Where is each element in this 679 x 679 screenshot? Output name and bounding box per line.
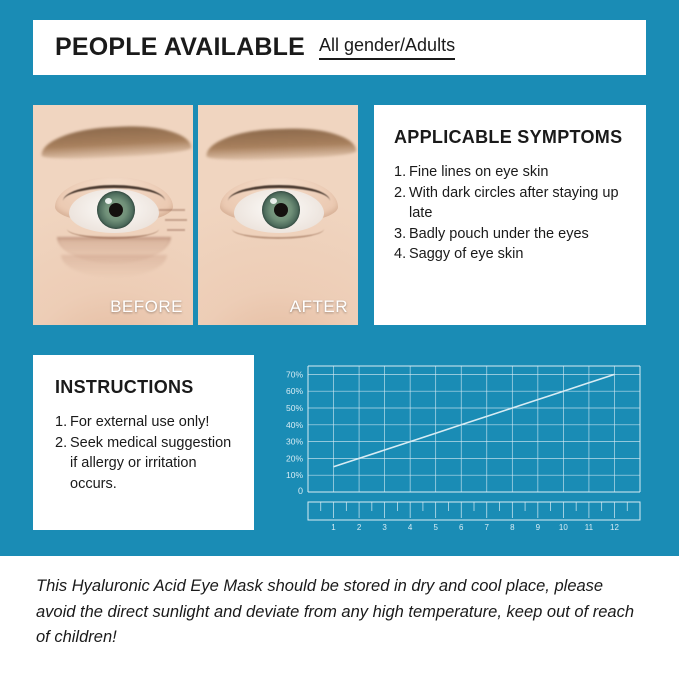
list-item bbox=[55, 433, 240, 495]
list-item-text: Fine lines on eye skin bbox=[409, 164, 549, 180]
symptoms-list bbox=[394, 162, 630, 265]
before-after-photos bbox=[33, 105, 358, 325]
svg-text:5: 5 bbox=[433, 523, 438, 532]
header-subtitle: All gender/Adults bbox=[319, 35, 455, 60]
list-item-text: Badly pouch under the eyes bbox=[409, 225, 589, 242]
page-title: PEOPLE AVAILABLE bbox=[55, 33, 305, 61]
svg-text:7: 7 bbox=[484, 523, 489, 532]
instructions-list bbox=[55, 412, 240, 494]
list-item-number: 1. bbox=[55, 414, 68, 430]
chart-origin-label: 0 bbox=[298, 486, 304, 496]
svg-text:10: 10 bbox=[558, 523, 568, 532]
list-item-number: 2. bbox=[394, 184, 407, 201]
instructions-card bbox=[33, 355, 254, 530]
after-label: AFTER bbox=[289, 297, 348, 316]
pupil-shape bbox=[109, 203, 123, 217]
list-item-number: 2. bbox=[55, 434, 68, 451]
chart-data-line bbox=[334, 374, 615, 466]
pupil-shape bbox=[274, 203, 288, 217]
footer-note bbox=[0, 556, 679, 679]
instructions-title: INSTRUCTIONS bbox=[55, 377, 194, 397]
svg-text:4: 4 bbox=[407, 523, 413, 532]
before-photo bbox=[33, 105, 193, 325]
svg-text:8: 8 bbox=[510, 523, 515, 532]
chart-x-axis-ruler bbox=[308, 502, 640, 520]
list-item-text: Saggy of eye skin bbox=[409, 246, 524, 263]
chart-x-axis-labels bbox=[331, 523, 619, 532]
svg-text:60%: 60% bbox=[285, 386, 303, 397]
list-item bbox=[394, 224, 630, 245]
list-item-number: 4. bbox=[394, 246, 407, 263]
svg-text:12: 12 bbox=[610, 523, 619, 532]
chart-svg bbox=[272, 352, 646, 542]
list-item-text: For external use only! bbox=[70, 414, 210, 430]
chart-gridlines bbox=[308, 366, 640, 492]
svg-text:9: 9 bbox=[535, 523, 541, 532]
list-item-number: 1. bbox=[394, 164, 407, 180]
svg-text:11: 11 bbox=[584, 523, 594, 532]
crow-feet-line bbox=[165, 219, 187, 221]
list-item bbox=[55, 412, 240, 433]
footer-text: This Hyaluronic Acid Eye Mask should be stored in dry and cool place, please avoid the direct sunlight and deviate from any high temperature, keep out of reach of children! bbox=[36, 577, 635, 647]
svg-text:50%: 50% bbox=[285, 403, 303, 413]
header-banner bbox=[33, 20, 646, 75]
after-photo bbox=[198, 105, 358, 325]
svg-text:1: 1 bbox=[331, 523, 336, 532]
symptoms-title: APPLICABLE SYMPTOMS bbox=[394, 127, 623, 147]
improvement-chart bbox=[272, 352, 646, 542]
applicable-symptoms-card bbox=[374, 105, 646, 325]
svg-text:30%: 30% bbox=[285, 436, 303, 447]
svg-text:10%: 10% bbox=[285, 470, 303, 481]
svg-text:40%: 40% bbox=[285, 419, 303, 430]
list-item bbox=[394, 183, 630, 224]
svg-text:2: 2 bbox=[356, 523, 362, 532]
svg-text:6: 6 bbox=[459, 523, 464, 532]
list-item-number: 3. bbox=[394, 225, 407, 242]
svg-text:3: 3 bbox=[382, 523, 387, 532]
list-item-text: With dark circles after staying up late bbox=[409, 184, 619, 222]
svg-text:70%: 70% bbox=[285, 369, 303, 380]
svg-text:20%: 20% bbox=[285, 453, 303, 464]
list-item bbox=[394, 244, 630, 265]
crow-feet-line bbox=[159, 209, 185, 211]
list-item-text: Seek medical suggestion if allergy or irritation occurs. bbox=[70, 434, 232, 492]
crow-feet-line bbox=[167, 229, 185, 231]
before-label: BEFORE bbox=[110, 297, 183, 316]
list-item bbox=[394, 162, 630, 183]
chart-y-axis-labels bbox=[286, 369, 303, 480]
